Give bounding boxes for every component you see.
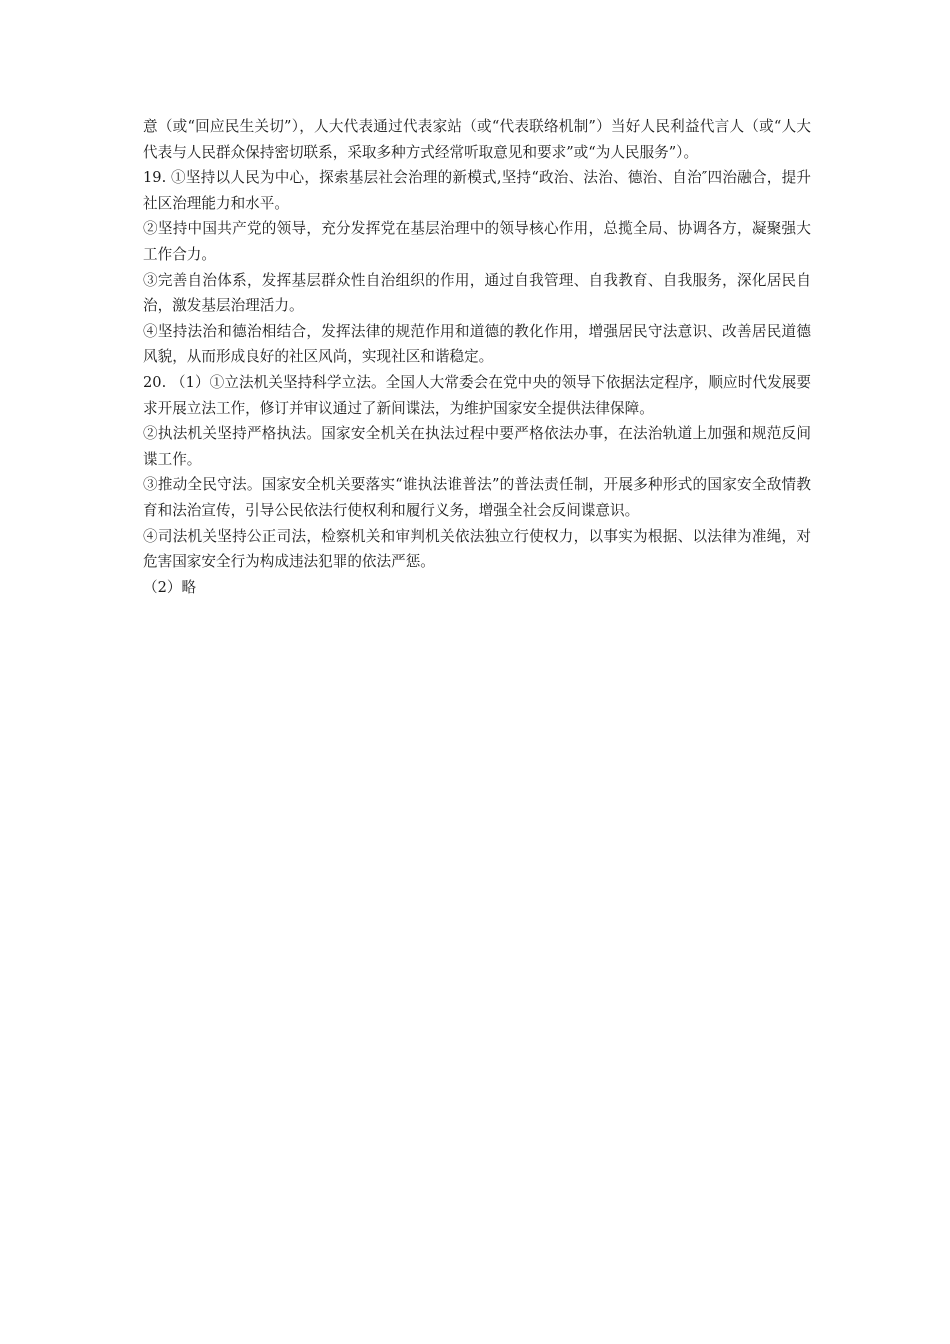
answer-20-part-1-point-1: 20. （1）①立法机关坚持科学立法。全国人大常委会在党中央的领导下依据法定程序，顺应时代发展要求开展立法工作，修订并审议通过了新间谍法，为维护国家安全提供法律保障。 — [143, 373, 811, 417]
answer-19-point-1: 19. ①坚持以人民为中心，探索基层社会治理的新模式,坚持“政治、法治、德治、自治″四治融合，提升社区治理能力和水平。 — [143, 169, 811, 212]
answer-19-point-3: ③完善自治体系，发挥基层群众性自治组织的作用，通过自我管理、自我教育、自我服务，深化居民自治，激发基层治理活力。 — [143, 271, 811, 315]
answer-19-point-4: ④坚持法治和德治相结合，发挥法律的规范作用和道德的教化作用，增强居民守法意识、改善居民道德风貌，从而形成良好的社区风尚，实现社区和谐稳定。 — [143, 322, 811, 366]
answer-text-block — [143, 114, 811, 600]
answer-20-part-2: （2）略 — [143, 578, 197, 596]
paragraph-continuation: 意（或“回应民生关切”），人大代表通过代表家站（或“代表联络机制”）当好人民利益代言人（或“人大代表与人民群众保持密切联系，采取多种方式经常听取意见和要求”或“为人民服务”）。 — [143, 118, 811, 161]
answer-20-part-1-point-4: ④司法机关坚持公正司法，检察机关和审判机关依法独立行使权力，以事实为根据、以法律为准绳，对危害国家安全行为构成违法犯罪的依法严惩。 — [143, 527, 811, 571]
answer-19-point-2: ②坚持中国共产党的领导，充分发挥党在基层治理中的领导核心作用，总揽全局、协调各方，凝聚强大工作合力。 — [143, 220, 811, 263]
answer-20-part-1-point-3: ③推动全民守法。国家安全机关要落实“谁执法谁普法”的普法责任制，开展多种形式的国家安全敌情教育和法治宣传，引导公民依法行使权利和履行义务，增强全社会反间谍意识。 — [143, 476, 811, 519]
answer-20-part-1-point-2: ②执法机关坚持严格执法。国家安全机关在执法过程中要严格依法办事，在法治轨道上加强和规范反间谍工作。 — [143, 425, 811, 468]
